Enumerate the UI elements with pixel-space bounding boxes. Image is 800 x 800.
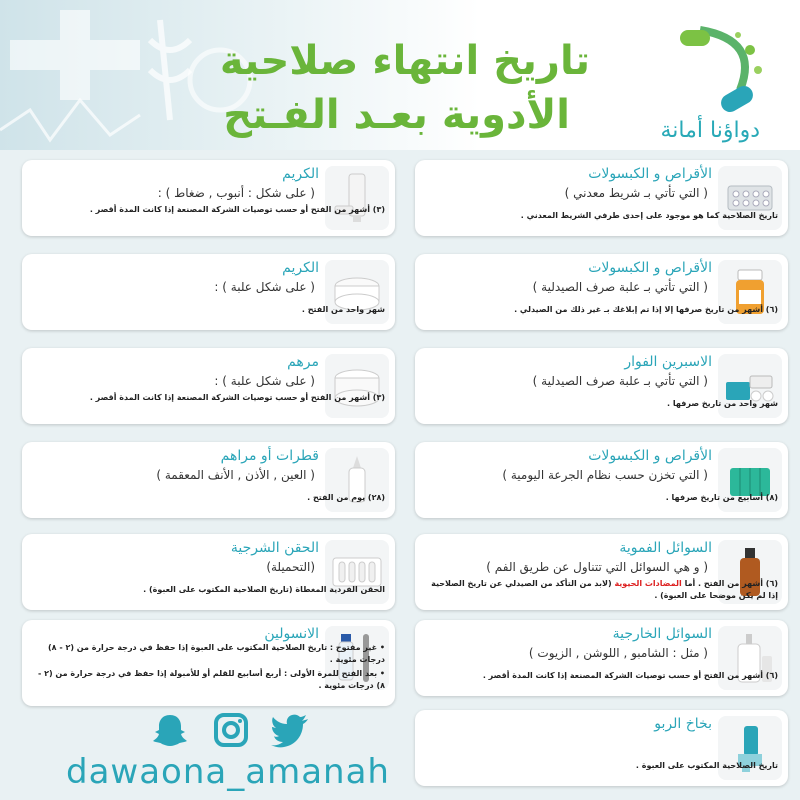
card-title: السوائل الخارجية (612, 626, 712, 642)
card-effervescent-aspirin (415, 348, 788, 424)
card-title: الاسبرين الفوار (624, 354, 712, 370)
card-description: (٦) أشهر من الفتح أو حسب توصيات الشركة المصنعة إذا كانت المدة أقصر . (482, 671, 778, 680)
card-suppositories (22, 534, 395, 610)
card-insulin (22, 620, 395, 706)
card-subtitle: ( التي تأتي بـ شريط معدني ) (564, 186, 708, 200)
card-subtitle: ( على شكل علبة ) : (214, 374, 315, 388)
social-icons (150, 712, 310, 748)
card-title: بخاخ الربو (654, 716, 712, 732)
card-subtitle: ( و هي السوائل التي تتناول عن طريق الفم ) (486, 560, 708, 574)
antibiotics-highlight: المضادات الحيوية (614, 579, 682, 588)
card-description-unopened: • غير مفتوح : تاريخ الصلاحية المكتوب على العبوة إذا حفظ في درجة حرارة من (٢ - ٨) درجات مئوية . (48, 643, 385, 664)
card-description: تاريخ الصلاحية كما هو موجود على إحدى طرفي الشريط المعدني . (520, 211, 778, 220)
card-tablets-strip (415, 160, 788, 236)
card-title: الحقن الشرجية (230, 540, 319, 556)
card-description: (٦) أشهر من تاريخ صرفها إلا إذا تم إبلاغك بـ غير ذلك من الصيدلي . (514, 305, 778, 314)
card-title: الأقراص و الكبسولات (588, 260, 712, 276)
card-title: السوائل الفموية (619, 540, 712, 556)
card-asthma-inhaler (415, 710, 788, 786)
card-description-opened: • بعد الفتح للمرة الأولى : أربع أسابيع للقلم أو للأمبولة إذا حفظ في درجة حرارة من (٢ - ٨) درجات مئوية . (37, 669, 385, 690)
card-tablets-pharmacy-box (415, 254, 788, 330)
card-ointment (22, 348, 395, 424)
card-title: قطرات أو مراهم (220, 448, 319, 464)
card-description: شهر واحد من تاريخ صرفها . (667, 399, 778, 408)
card-title: الأقراص و الكبسولات (588, 448, 712, 464)
card-subtitle: ( مثل : الشامبو , اللوشن , الزيوت ) (528, 646, 708, 660)
card-description: الحقن الفردية المغطاة (تاريخ الصلاحية المكتوب على العبوة) . (143, 585, 385, 594)
card-title: الأقراص و الكبسولات (588, 166, 712, 182)
card-title: الكريم (282, 166, 319, 182)
card-subtitle: ( التي تأتي بـ علبة صرف الصيدلية ) (532, 280, 708, 294)
card-subtitle: ( التي تخزن حسب نظام الجرعة اليومية ) (502, 468, 708, 482)
instagram-icon[interactable] (210, 712, 250, 748)
card-external-liquids (415, 620, 788, 696)
page-title-line2: الأدوية بعـد الفـتح (223, 92, 570, 138)
cream-tube-icon (325, 166, 389, 230)
page-title-line1: تاريخ انتهاء صلاحية (219, 38, 590, 84)
card-title: الكريم (282, 260, 319, 276)
card-description (425, 578, 778, 602)
card-description: شهر واحد من الفتح . (301, 305, 385, 314)
card-description: تاريخ الصلاحية المكتوب على العبوة . (635, 761, 778, 770)
card-description: (٣) أشهر من الفتح أو حسب توصيات الشركة المصنعة إذا كانت المدة أقصر . (89, 205, 385, 214)
card-drops (22, 442, 395, 518)
card-description-part: (٦) أشهر من الفتح . أما (681, 579, 778, 588)
card-description: (٣) أشهر من الفتح أو حسب توصيات الشركة المصنعة إذا كانت المدة أقصر . (89, 393, 385, 402)
social-handle: dawaona_amanah (66, 752, 390, 792)
ointment-jar-icon (325, 354, 389, 418)
card-cream-tube (22, 160, 395, 236)
twitter-icon[interactable] (270, 712, 310, 748)
card-subtitle: ( على شكل : أنبوب , ضغاط ) : (157, 186, 315, 200)
card-oral-liquids (415, 534, 788, 610)
card-subtitle: (التحميلة) (266, 560, 315, 574)
card-description: (٨) أسابيع من تاريخ صرفها . (665, 493, 778, 502)
card-description-part: (لابد من التأكد من الصيدلي عن تاريخ الصلاحية إذا لم يكن موضحا على العبوة) . (431, 579, 778, 600)
card-cream-jar (22, 254, 395, 330)
card-subtitle: ( التي تأتي بـ علبة صرف الصيدلية ) (532, 374, 708, 388)
snapchat-icon[interactable] (150, 712, 190, 748)
card-title: الانسولين (264, 626, 319, 642)
card-daily-dose (415, 442, 788, 518)
card-subtitle: ( على شكل علبة ) : (214, 280, 315, 294)
card-subtitle: ( العين , الأذن , الأنف المعقمة ) (156, 468, 315, 482)
card-description: (٢٨) يوم من الفتح . (307, 493, 385, 502)
card-title: مرهم (287, 354, 319, 370)
logo-text: دواؤنا أمانة (660, 118, 760, 143)
